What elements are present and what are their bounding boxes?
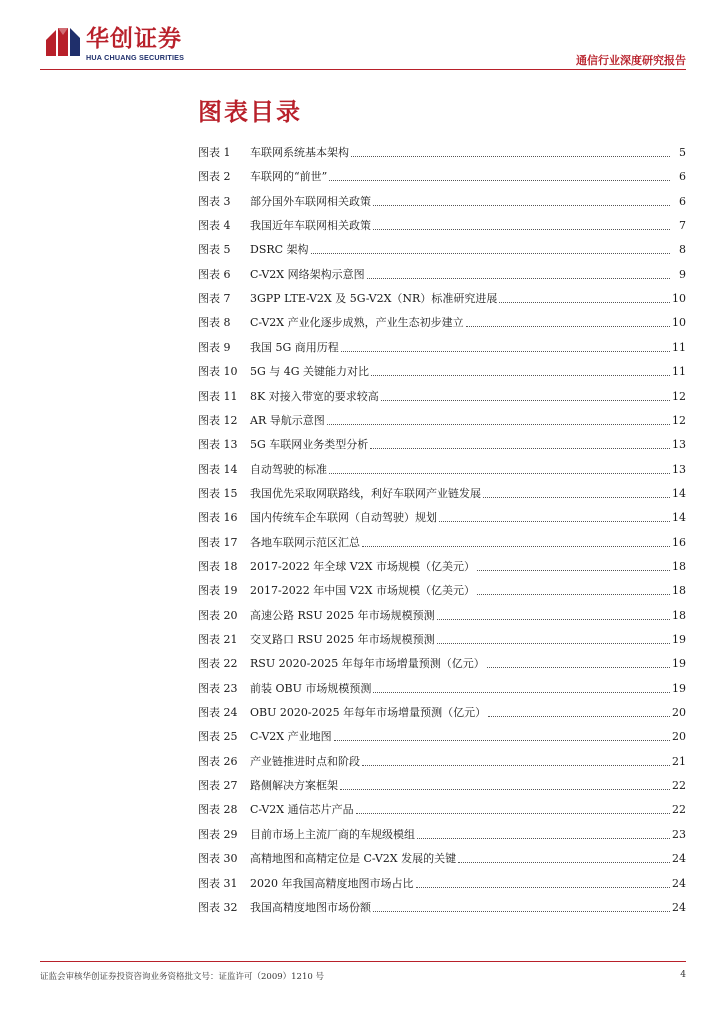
toc-item-label: 图表 20 [198,608,238,622]
page-header [0,0,724,80]
toc-item-page: 6 [679,170,686,184]
footer-page-number: 4 [680,970,686,980]
toc-item[interactable] [198,607,686,623]
toc-item[interactable] [198,728,686,744]
toc-item-leader-dots [373,691,670,693]
toc-item-label: 图表 22 [198,657,238,671]
toc-item-page: 6 [679,194,686,208]
toc-item-title: DSRC 架构 [250,243,309,257]
toc-item-page: 22 [672,803,686,817]
toc-item-leader-dots [483,496,670,498]
toc-item[interactable] [198,412,686,428]
toc-item-page: 19 [672,633,686,646]
toc-item-title: 高速公路 RSU 2025 年市场规模预测 [250,608,435,622]
header-divider [40,69,686,70]
toc-item-page: 14 [672,486,686,500]
toc-item[interactable] [198,631,686,647]
toc-item-label: 图表 17 [198,535,238,549]
toc-item-page: 24 [672,900,686,914]
toc-item-leader-dots [367,277,670,279]
toc-item-page: 23 [672,827,686,841]
toc-item-title: AR 导航示意图 [250,413,325,427]
toc-item[interactable] [198,753,686,769]
toc-item-label: 图表 21 [198,633,238,646]
toc-item[interactable] [198,461,686,477]
toc-item-title: 我国优先采取网联路线，利好车联网产业链发展 [250,486,481,500]
toc-item-page: 22 [672,779,686,793]
toc-item-title: 5G 车联网业务类型分析 [250,438,369,452]
toc-item-label: 图表 8 [198,316,231,330]
toc-item-title: 高精地图和高精定位是 C-V2X 发展的关键 [250,852,457,866]
footer-disclaimer: 证监会审核华创证券投资咨询业务资格批文号：证监许可（2009）1210 号 [40,972,324,982]
toc-item-title: RSU 2020-2025 年每年市场增量预测（亿元） [250,657,485,671]
toc-item-leader-dots [373,910,670,912]
toc-item[interactable] [198,655,686,671]
toc-item-leader-dots [477,569,670,571]
toc-item-label: 图表 3 [198,194,231,208]
toc-item-leader-dots [340,788,670,790]
toc-item-page: 12 [672,413,686,427]
toc-item[interactable] [198,509,686,525]
toc-item-leader-dots [311,252,670,254]
toc-item[interactable] [198,436,686,452]
toc-item-title: C-V2X 产业地图 [250,730,332,744]
toc-item-label: 图表 32 [198,900,238,914]
toc-item-title: 车联网的“前世” [250,170,328,184]
toc-item-label: 图表 1 [198,146,231,159]
toc-item-leader-dots [487,666,670,668]
toc-item-label: 图表 27 [198,779,238,793]
toc-item-title: 前装 OBU 市场规模预测 [250,681,372,695]
toc-item-leader-dots [373,204,670,206]
toc-item-title: C-V2X 网络架构示意图 [250,267,365,281]
toc-item[interactable] [198,241,686,257]
toc-item-leader-dots [458,861,670,863]
toc-item-leader-dots [362,545,670,547]
toc-item-title: 我国近年车联网相关政策 [250,219,371,233]
toc-item[interactable] [198,899,686,915]
toc-item-title: 自动驾驶的标准 [250,462,327,476]
toc-item-page: 10 [672,292,686,306]
toc-item-leader-dots [437,642,670,644]
toc-item-label: 图表 18 [198,559,238,573]
toc-item-page: 20 [672,730,686,744]
toc-item-page: 16 [672,535,686,549]
toc-item-title: OBU 2020-2025 年每年市场增量预测（亿元） [250,706,487,720]
toc-item-label: 图表 28 [198,803,238,817]
toc-item-leader-dots [351,155,670,157]
toc-item[interactable] [198,582,686,598]
toc-item-title: 我国 5G 商用历程 [250,340,339,354]
toc-item-leader-dots [488,715,670,717]
toc-item-page: 24 [672,876,686,890]
toc-item[interactable] [198,193,686,209]
toc-item[interactable] [198,801,686,817]
toc-item-label: 图表 9 [198,340,231,354]
toc-item-leader-dots [327,423,670,425]
report-type: 通信行业深度研究报告 [576,54,686,67]
toc-item[interactable] [198,168,686,184]
toc-item-title: 2017-2022 年全球 V2X 市场规模（亿美元） [250,559,475,573]
toc-item-page: 19 [672,681,686,695]
toc-item-title: 部分国外车联网相关政策 [250,194,371,208]
toc-item-label: 图表 26 [198,754,238,768]
toc-item-label: 图表 12 [198,413,238,427]
toc-item-label: 图表 23 [198,681,238,695]
toc-title: 图表目录 [198,98,302,126]
toc-item-label: 图表 6 [198,267,231,281]
toc-item-leader-dots [381,399,670,401]
toc-item[interactable] [198,266,686,282]
toc-item-page: 24 [672,852,686,866]
toc-item-page: 13 [672,438,686,452]
toc-item-title: 我国高精度地图市场份额 [250,900,371,914]
toc-item-leader-dots [334,739,670,741]
toc-item[interactable] [198,680,686,696]
toc-item-label: 图表 7 [198,292,231,306]
toc-item-leader-dots [439,520,670,522]
toc-item-leader-dots [371,374,670,376]
toc-item[interactable] [198,704,686,720]
toc-item-leader-dots [437,618,670,620]
toc-item-label: 图表 24 [198,706,238,720]
toc-item[interactable] [198,534,686,550]
toc-item-title: C-V2X 产业化逐步成熟，产业生态初步建立 [250,316,464,330]
toc-item-page: 5 [679,146,686,159]
toc-item-title: 目前市场上主流厂商的车规级模组 [250,827,415,841]
toc-item-title: 8K 对接入带宽的要求较高 [250,389,379,403]
toc-item-leader-dots [466,325,670,327]
toc-item-leader-dots [373,228,670,230]
toc-item-page: 18 [672,608,686,622]
toc-item-label: 图表 29 [198,827,238,841]
toc-item-label: 图表 15 [198,486,238,500]
toc-item-title: 国内传统车企车联网（自动驾驶）规划 [250,511,437,525]
toc-item-leader-dots [329,179,670,181]
toc-item-leader-dots [370,447,670,449]
toc-item-leader-dots [416,886,671,888]
toc-item[interactable] [198,388,686,404]
toc-item-label: 图表 13 [198,438,238,452]
toc-item-page: 13 [672,462,686,476]
toc-item-label: 图表 5 [198,243,231,257]
toc-item-title: 2020 年我国高精度地图市场占比 [250,876,414,890]
toc-item[interactable] [198,217,686,233]
toc-item-title: 车联网系统基本架构 [250,146,349,159]
toc-item-leader-dots [417,837,670,839]
toc-item-page: 11 [672,365,686,379]
toc-item-page: 7 [679,219,686,233]
toc-item-label: 图表 11 [198,389,238,403]
logo-chinese-name: 华创证券 [86,26,182,52]
toc-item-page: 21 [672,754,686,768]
toc-item-leader-dots [362,764,670,766]
toc-item-title: 3GPP LTE-V2X 及 5G-V2X（NR）标准研究进展 [250,292,498,306]
toc-item-title: 各地车联网示范区汇总 [250,535,360,549]
toc-item-page: 14 [672,511,686,525]
toc-item-title: 2017-2022 年中国 V2X 市场规模（亿美元） [250,584,475,598]
toc-item-title: 5G 与 4G 关键能力对比 [250,365,370,379]
toc-item[interactable] [198,363,686,379]
toc-item[interactable] [198,875,686,891]
toc-item[interactable] [198,144,686,160]
toc-item-label: 图表 31 [198,876,238,890]
toc-item-page: 20 [672,706,686,720]
toc-item[interactable] [198,826,686,842]
company-logo [44,26,194,66]
toc-item-page: 9 [679,267,686,281]
toc-item-label: 图表 14 [198,462,238,476]
toc-item-label: 图表 25 [198,730,238,744]
toc-item[interactable] [198,339,686,355]
toc-item-leader-dots [341,350,670,352]
toc-item-page: 19 [672,657,686,671]
toc-item-leader-dots [499,301,670,303]
toc-item[interactable] [198,485,686,501]
toc-item-label: 图表 4 [198,219,231,233]
toc-item-leader-dots [329,472,670,474]
toc-item-label: 图表 19 [198,584,238,598]
toc-item-label: 图表 16 [198,511,238,525]
toc-item-page: 18 [672,559,686,573]
toc-item-page: 18 [672,584,686,598]
toc-item-title: 产业链推进时点和阶段 [250,754,360,768]
toc-item-leader-dots [477,593,670,595]
toc-item[interactable] [198,290,686,306]
toc-item-leader-dots [356,812,670,814]
toc-item-page: 12 [672,389,686,403]
toc-item[interactable] [198,850,686,866]
footer-divider [40,961,686,962]
toc-item[interactable] [198,777,686,793]
toc-item-page: 8 [679,243,686,257]
toc-item-title: C-V2X 通信芯片产品 [250,803,354,817]
toc-item-title: 路侧解决方案框架 [250,779,338,793]
toc-item-label: 图表 2 [198,170,231,184]
logo-english-name: HUA CHUANG SECURITIES [86,53,185,62]
toc-item[interactable] [198,314,686,330]
toc-item-title: 交叉路口 RSU 2025 年市场规模预测 [250,633,435,646]
toc-item-page: 11 [672,340,686,354]
toc-item[interactable] [198,558,686,574]
logo-mark-icon [44,26,82,60]
toc-item-page: 10 [672,316,686,330]
toc-item-label: 图表 10 [198,365,238,379]
toc-item-label: 图表 30 [198,852,238,866]
